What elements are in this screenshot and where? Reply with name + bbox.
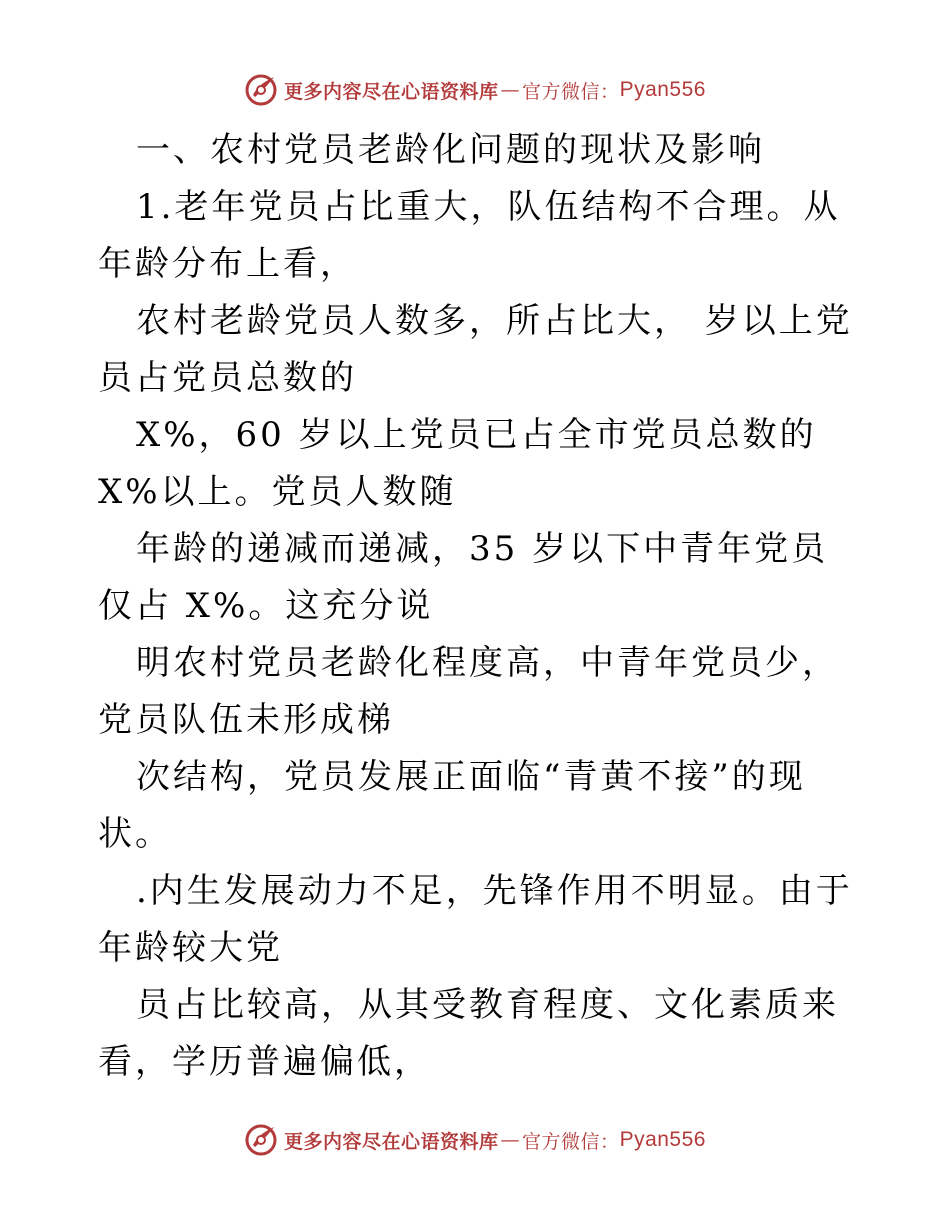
watermark-label: 官方微信： (522, 1130, 620, 1153)
quill-logo-icon (244, 1123, 278, 1157)
watermark-label: 官方微信： (522, 80, 620, 103)
paragraph: 农村老龄党员人数多，所占比大， 岁以上党员占党员总数的 (98, 301, 853, 398)
paragraph: .内生发展动力不足，先锋作用不明显。由于年龄较大党 (98, 871, 853, 968)
watermark-wechat-id: Pyan556 (619, 78, 706, 101)
watermark-wechat-id: Pyan556 (619, 1128, 706, 1151)
paragraph: 1.老年党员占比重大，队伍结构不合理。从年龄分布上看， (98, 187, 841, 284)
paragraph: 次结构，党员发展正面临“青黄不接”的现状。 (98, 757, 806, 854)
watermark-separator: — (500, 1129, 521, 1151)
watermark-text: 更多内容尽在心语资料库 (284, 80, 499, 103)
section-heading: 一、农村党员老龄化问题的现状及影响 (136, 130, 765, 170)
watermark-text: 更多内容尽在心语资料库 (284, 1130, 499, 1153)
document-body (98, 122, 858, 1091)
paragraph: 明农村党员老龄化程度高，中青年党员少，党员队伍未形成梯 (98, 643, 839, 740)
watermark-separator: — (500, 79, 521, 101)
paragraph: 年龄的递减而递减，35 岁以下中青年党员仅占 X%。这充分说 (98, 529, 829, 626)
quill-logo-icon (244, 73, 278, 107)
paragraph: X%，60 岁以上党员已占全市党员总数的 X%以上。党员人数随 (98, 415, 817, 512)
header-watermark (0, 70, 950, 110)
paragraph: 员占比较高，从其受教育程度、文化素质来看，学历普遍偏低， (98, 985, 839, 1082)
footer-watermark (0, 1120, 950, 1160)
